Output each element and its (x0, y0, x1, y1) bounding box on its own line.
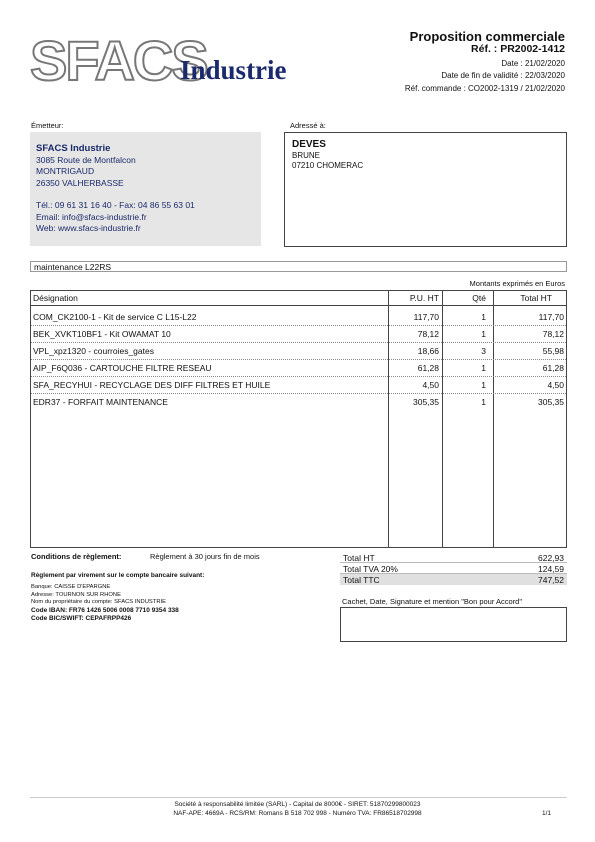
document-date: Date : 21/02/2020 (501, 59, 565, 68)
cell-total: 305,35 (538, 397, 564, 407)
table-row (31, 342, 566, 360)
cell-designation: SFA_RECYHUI - RECYCLAGE DES DIFF FILTRES ET HUILE (33, 380, 271, 390)
cell-total: 61,28 (542, 363, 564, 373)
transfer-label: Règlement par virement sur le compte bancaire suivant: (31, 572, 205, 579)
issuer-web: Web: www.sfacs-industrie.fr (36, 223, 141, 233)
table-row (31, 308, 566, 326)
issuer-label: Émetteur: (31, 121, 64, 130)
cell-qte: 1 (481, 312, 486, 322)
recipient-label: Adressé à: (290, 121, 326, 130)
col-pu: P.U. HT (409, 293, 439, 303)
cell-designation: AIP_F6Q036 - CARTOUCHE FILTRE RESEAU (33, 363, 212, 373)
footer-divider (30, 797, 567, 798)
cell-qte: 3 (481, 346, 486, 356)
cell-pu: 61,28 (417, 363, 439, 373)
cell-pu: 117,70 (413, 312, 439, 322)
bank-name: Banque: CAISSE D'EPARGNE (31, 584, 111, 590)
cell-qte: 1 (481, 329, 486, 339)
bank-address: Adresse: TOURNON SUR RHONE (31, 592, 121, 598)
total-ht-label: Total HT (343, 553, 375, 563)
page-number: 1/1 (541, 810, 551, 817)
logo-sub-text: Industrie (180, 55, 287, 85)
cell-qte: 1 (481, 363, 486, 373)
currency-note: Montants exprimés en Euros (469, 279, 565, 288)
bic: Code BIC/SWIFT: CEPAFRPP426 (31, 615, 132, 622)
iban: Code IBAN: FR76 1426 5006 0008 7710 9354 338 (31, 607, 179, 614)
cell-total: 78,12 (542, 329, 564, 339)
total-ht-value: 622,93 (538, 553, 564, 563)
cell-designation: BEK_XVKT10BF1 - Kit OWAMAT 10 (33, 329, 171, 339)
issuer-name: SFACS Industrie (36, 143, 111, 154)
issuer-address2: MONTRIGAUD (36, 166, 95, 176)
logo-main-text: SFACS (30, 30, 207, 88)
cell-total: 117,70 (538, 312, 564, 322)
cell-pu: 18,66 (417, 346, 439, 356)
cell-pu: 78,12 (417, 329, 439, 339)
items-table (30, 290, 567, 548)
col-qte: Qté (472, 293, 486, 303)
total-ht-row (340, 552, 567, 563)
footer-line1: Société à responsabilité limitée (SARL) - Capital de 8000€ - SIRET: 51870299800023 (174, 801, 421, 808)
cell-designation: VPL_xpz1320 - courroies_gates (33, 346, 154, 356)
conditions-value: Règlement à 30 jours fin de mois (150, 552, 260, 561)
cell-qte: 1 (481, 380, 486, 390)
table-row (31, 376, 566, 394)
recipient-name: DEVES (292, 139, 326, 150)
issuer-phone: Tél.: 09 61 31 16 40 - Fax: 04 86 55 63 01 (36, 200, 195, 210)
document-title: Proposition commerciale (409, 29, 565, 44)
object-line: maintenance L22RS (30, 261, 567, 272)
cell-pu: 4,50 (422, 380, 439, 390)
footer-line2: NAF-APE: 4669A - RCS/RM: Romans B 518 702 998 - Numéro TVA: FR86518702998 (173, 810, 422, 817)
issuer-address1: 3085 Route de Montfalcon (36, 154, 136, 165)
order-ref: Réf. commande : CO2002-1319 / 21/02/2020 (404, 84, 565, 93)
col-designation: Désignation (33, 293, 78, 303)
issuer-email: Email: info@sfacs-industrie.fr (36, 211, 147, 222)
validity-date: Date de fin de validité : 22/03/2020 (441, 71, 565, 80)
cell-qte: 1 (481, 397, 486, 407)
conditions-label: Conditions de règlement: (31, 552, 122, 561)
total-tva-value: 124,59 (538, 564, 564, 574)
table-row (31, 393, 566, 410)
total-tva-label: Total TVA 20% (343, 564, 398, 574)
cell-total: 4,50 (547, 380, 564, 390)
issuer-address3: 26350 VALHERBASSE (36, 177, 124, 188)
recipient-line2: 07210 CHOMERAC (292, 161, 364, 170)
col-total: Total HT (520, 293, 552, 303)
document-ref: Réf. : PR2002-1412 (471, 43, 565, 55)
table-row (31, 325, 566, 343)
cell-pu: 305,35 (413, 397, 439, 407)
total-ttc-label: Total TTC (343, 575, 380, 585)
signature-box (340, 607, 567, 642)
company-logo (30, 30, 315, 88)
recipient-box (284, 132, 567, 247)
recipient-line1: BRUNE (292, 150, 321, 160)
total-tva-row (340, 563, 567, 574)
cell-designation: COM_CK2100-1 - Kit de service C L15-L22 (33, 312, 197, 322)
cell-total: 55,98 (542, 346, 564, 356)
table-row (31, 359, 566, 377)
total-ttc-row (340, 574, 567, 585)
total-ttc-value: 747,52 (538, 575, 564, 585)
signature-label: Cachet, Date, Signature et mention "Bon pour Accord" (342, 597, 523, 606)
issuer-box (30, 132, 261, 246)
cell-designation: EDR37 - FORFAIT MAINTENANCE (33, 397, 168, 407)
account-owner: Nom du propriétaire du compte: SFACS INDUSTRIE (31, 599, 166, 605)
